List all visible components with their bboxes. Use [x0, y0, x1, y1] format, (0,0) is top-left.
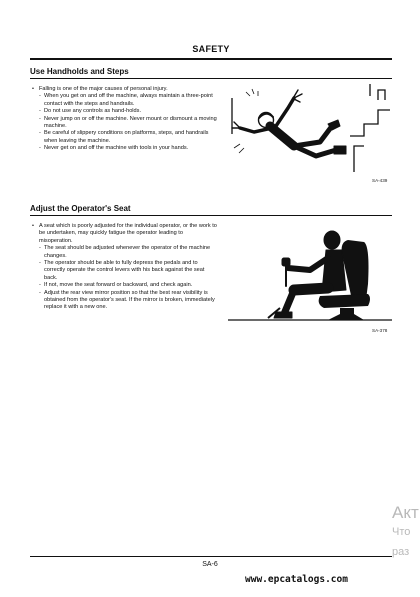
handholds-item: - Do not use any controls as hand-holds. — [32, 108, 218, 115]
section-rule-handholds — [30, 78, 392, 79]
handholds-item: - Never get on and off the machine with tools in your hands. — [32, 145, 218, 152]
section-title-seat: Adjust the Operator's Seat — [30, 204, 131, 213]
seat-item: - The operator should be able to fully depress the pedals and to correctly operate the control levers with his back against the seat back. — [32, 260, 218, 282]
handholds-item: - When you get on and off the machine, always maintain a three-point contact with the steps and handrails. — [32, 93, 218, 108]
seat-bullet: • A seat which is poorly adjusted for the individual operator, or the work to be undertaken, may quickly fatigue the operator leading to misoperation. — [32, 223, 218, 245]
handholds-bullet: • Falling is one of the major causes of personal injury. — [32, 86, 218, 93]
section-title-handholds: Use Handholds and Steps — [30, 67, 129, 76]
figure-label-sa378: SA-378 — [372, 328, 388, 333]
seated-operator-illustration — [228, 224, 392, 324]
page-header: SAFETY — [192, 44, 230, 54]
seat-item: - If not, move the seat forward or backward, and check again. — [32, 282, 218, 289]
handholds-item: - Be careful of slippery conditions on platforms, steps, and handrails when leaving the machine. — [32, 130, 218, 145]
watermark-line-1: Акт — [392, 503, 419, 522]
page-number: SA-6 — [202, 561, 218, 568]
seat-item: - Adjust the rear view mirror position so that the best rear visibility is obtained from the operator's seat. If the mirror is broken, immediately replace it with a new one. — [32, 290, 218, 312]
handholds-text — [32, 86, 218, 153]
header-rule — [30, 58, 392, 60]
watermark-line-3: раз — [392, 546, 410, 558]
site-url-link[interactable]: www.epcatalogs.com — [245, 574, 348, 585]
section-rule-seat — [30, 215, 392, 216]
seat-text — [32, 223, 218, 312]
watermark-line-2: Что — [392, 526, 411, 538]
footer-rule — [30, 556, 392, 557]
seat-item: - The seat should be adjusted whenever the operator of the machine changes. — [32, 245, 218, 260]
figure-label-sa439: SA-439 — [372, 178, 388, 183]
falling-person-illustration — [228, 84, 392, 174]
handholds-item: - Never jump on or off the machine. Never mount or dismount a moving machine. — [32, 116, 218, 131]
